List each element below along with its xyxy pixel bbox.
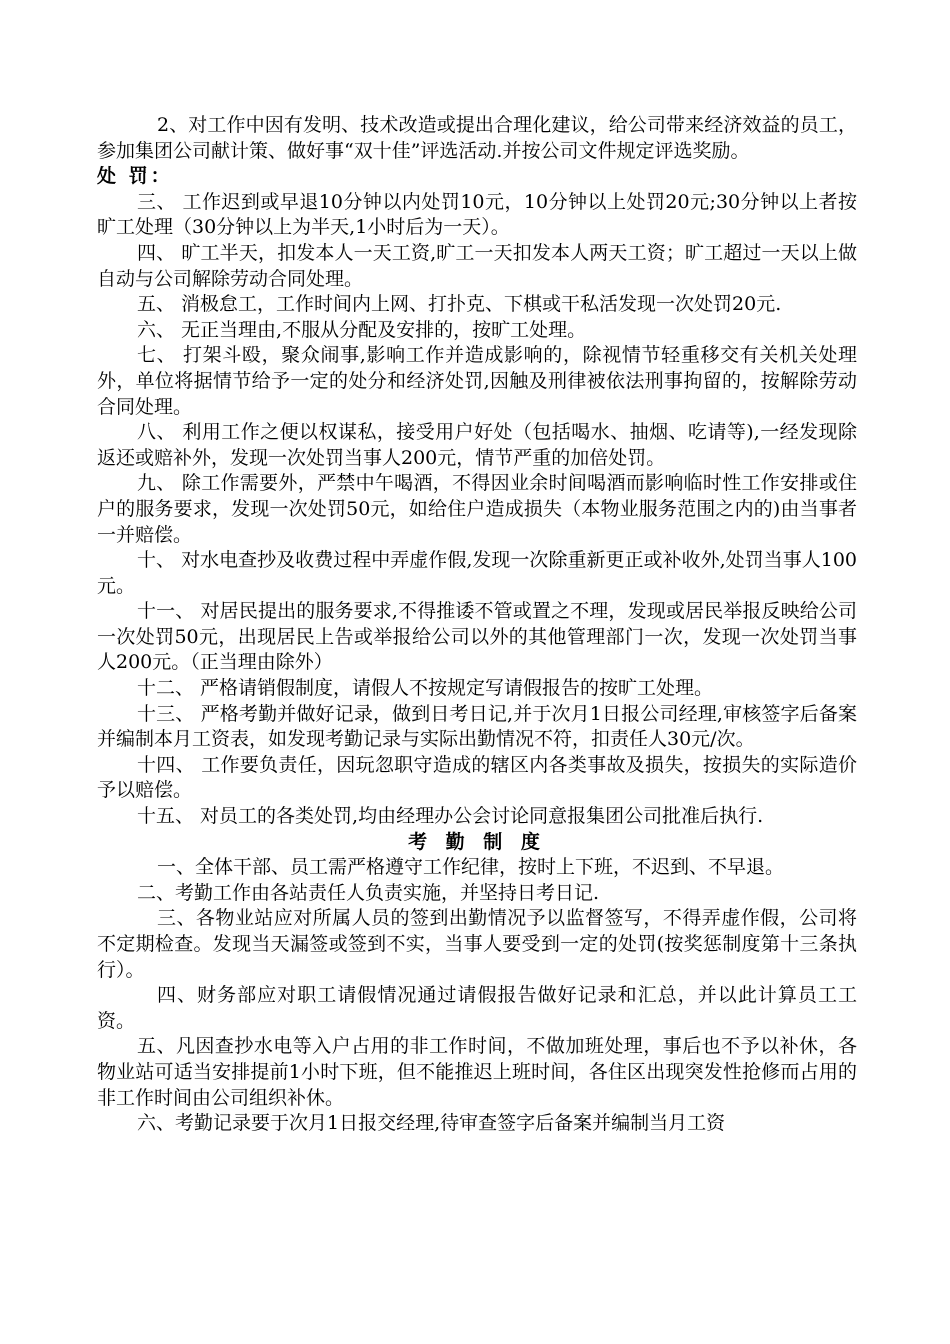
section-heading-penalties: 处 罚：: [97, 165, 173, 188]
paragraph-attendance-2: 二、考勤工作由各站责任人负责实施，并坚持日考日记.: [137, 881, 600, 904]
paragraph-penalty-6: 六、 无正当理由,不服从分配及安排的，按旷工处理。: [137, 318, 587, 341]
paragraph-penalty-11: 十一、 对居民提出的服务要求,不得推诿不管或置之不理，发现或居民举报反映给公司一次处罚50元，出现居民上告或举报给公司以外的其他管理部门一次，发现一次处罚当事人200元。（正当理由除外）: [97, 600, 857, 674]
section-heading-attendance: 考 勤 制 度: [408, 830, 546, 853]
paragraph-attendance-1: 一、全体干部、员工需严格遵守工作纪律，按时上下班，不迟到、不早退。: [157, 856, 785, 879]
paragraph-penalty-5: 五、 消极怠工，工作时间内上网、打扑克、下棋或干私活发现一次处罚20元.: [137, 293, 782, 316]
paragraph-penalty-15: 十五、 对员工的各类处罚,均由经理办公会讨论同意报集团公司批准后执行.: [137, 805, 764, 828]
paragraph-attendance-6: 六、考勤记录要于次月1日报交经理,待审查签字后备案并编制当月工资: [137, 1112, 726, 1135]
paragraph-penalty-4: 四、 旷工半天，扣发本人一天工资,旷工一天扣发本人两天工资；旷工超过一天以上做自动与公司解除劳动合同处理。: [97, 241, 857, 290]
paragraph-penalty-3: 三、 工作迟到或早退10分钟以内处罚10元，10分钟以上处罚20元;30分钟以上者按旷工处理（30分钟以上为半天,1小时后为一天）。: [97, 190, 857, 239]
paragraph-penalty-14: 十四、 工作要负责任，因玩忽职守造成的辖区内各类事故及损失，按损失的实际造价予以赔偿。: [97, 753, 857, 802]
paragraph-attendance-3: 三、各物业站应对所属人员的签到出勤情况予以监督签写，不得弄虚作假，公司将不定期检查。发现当天漏签或签到不实，当事人要受到一定的处罚(按奖惩制度第十三条执行）。: [97, 907, 857, 981]
paragraph-penalty-7: 七、 打架斗殴，聚众闹事,影响工作并造成影响的，除视情节轻重移交有关机关处理外，单位将据情节给予一定的处分和经济处罚,因触及刑律被依法刑事拘留的，按解除劳动合同处理。: [97, 344, 857, 418]
document-page: [97, 113, 857, 1137]
paragraph-attendance-4: 四、财务部应对职工请假情况通过请假报告做好记录和汇总，并以此计算员工工资。: [97, 984, 857, 1032]
paragraph-penalty-10: 十、 对水电查抄及收费过程中弄虚作假,发现一次除重新更正或补收外,处罚当事人100元。: [97, 549, 857, 597]
paragraph-penalty-12: 十二、 严格请销假制度，请假人不按规定写请假报告的按旷工处理。: [137, 677, 714, 700]
paragraph-invention-reward: 2、对工作中因有发明、技术改造或提出合理化建议，给公司带来经济效益的员工，参加集团公司献计策、做好事“双十佳”评选活动.并按公司文件规定评选奖励。: [97, 114, 857, 162]
paragraph-penalty-8: 八、 利用工作之便以权谋私，接受用户好处（包括喝水、抽烟、吃请等),一经发现除返还或赔补外，发现一次处罚当事人200元，情节严重的加倍处罚。: [97, 421, 857, 469]
paragraph-penalty-9: 九、 除工作需要外，严禁中午喝酒，不得因业余时间喝酒而影响临时性工作安排或住户的服务要求，发现一次处罚50元，如给住户造成损失（本物业服务范围之内的)由当事者一并赔偿。: [97, 472, 857, 546]
paragraph-penalty-13: 十三、 严格考勤并做好记录，做到日考日记,并于次月1日报公司经理,审核签字后备案并编制本月工资表，如发现考勤记录与实际出勤情况不符，扣责任人30元/次。: [97, 702, 857, 751]
paragraph-attendance-5: 五、凡因查抄水电等入户占用的非工作时间，不做加班处理，事后也不予以补休，各物业站可适当安排提前1小时下班，但不能推迟上班时间，各住区出现突发性抢修而占用的非工作时间由公司组织补休。: [97, 1035, 857, 1109]
